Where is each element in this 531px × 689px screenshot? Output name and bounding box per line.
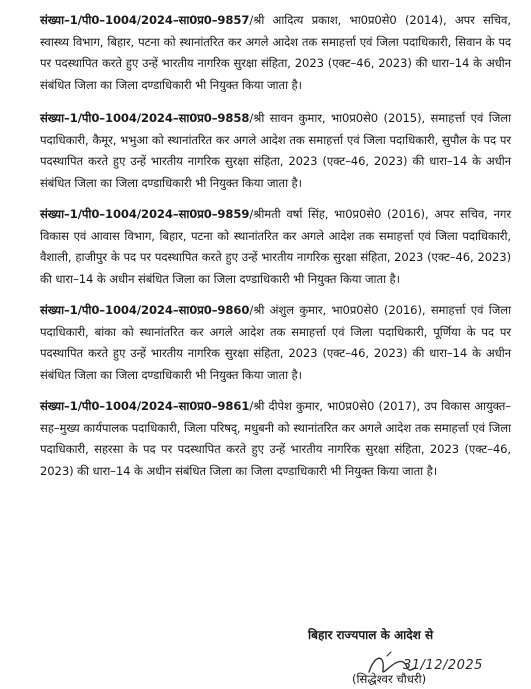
order-number: संख्या–1/पी0–1004/2024–सा0प्र0–9857	[40, 13, 250, 27]
order-text: /श्री सावन कुमार, भा0प्र0से0 (2015), समाहर्त्ता एवं जिला पदाधिकारी, कैमूर, भभुआ को स्थानांतरित कर अगले आदेश तक समाहर्त्ता एवं जिला पदाधिकारी, सुपौल के पद पर पदस्थापित करते हुए उन्हें भारतीय नागरिक सुरक्षा संहिता, 2023 (एक्ट–46, 2023) की धारा–14 के अधीन संबंधित जिला का जिला दण्डाधिकारी भी नियुक्त किया जाता है।	[40, 111, 511, 190]
order-paragraph-4	[40, 300, 511, 386]
order-text: /श्री आदित्य प्रकाश, भा0प्र0से0 (2014), अपर सचिव, स्वास्थ्य विभाग, बिहार, पटना को स्थानांतरित कर अगले आदेश तक समाहर्त्ता एवं जिला पदाधिकारी, सिवान के पद पर पदस्थापित करते हुए उन्हें भारतीय नागरिक सुरक्षा संहिता, 2023 (एक्ट–46, 2023) की धारा–14 के अधीन संबंधित जिला का जिला दण्डाधिकारी भी नियुक्त किया जाता है।	[40, 13, 511, 92]
order-text: /श्री अंशुल कुमार, भा0प्र0से0 (2016), समाहर्त्ता एवं जिला पदाधिकारी, बांका को स्थानांतरित कर अगले आदेश तक समाहर्त्ता एवं जिला पदाधिकारी, पूर्णिया के पद पर पदस्थापित करते हुए उन्हें भारतीय नागरिक सुरक्षा संहिता, 2023 (एक्ट–46, 2023) की धारा–14 के अधीन संबंधित जिला का जिला दण्डाधिकारी भी नियुक्त किया जाता है।	[40, 303, 511, 382]
signer-name: (सिद्धेश्वर चौधरी)	[352, 672, 427, 686]
order-paragraph-1	[40, 10, 511, 96]
order-paragraph-5	[40, 396, 511, 482]
order-text: /श्री दीपेश कुमार, भा0प्र0से0 (2017), उप विकास आयुक्त–सह–मुख्य कार्यपालक पदाधिकारी, जिला परिषद्, मधुबनी को स्थानांतरित कर अगले आदेश तक समाहर्त्ता एवं जिला पदाधिकारी, सहरसा के पद पर पदस्थापित करते हुए उन्हें भारतीय नागरिक सुरक्षा संहिता, 2023 (एक्ट–46, 2023) की धारा–14 के अधीन संबंधित जिला का जिला दण्डाधिकारी भी नियुक्त किया जाता है।	[40, 399, 511, 478]
order-number: संख्या–1/पी0–1004/2024–सा0प्र0–9861	[40, 399, 250, 413]
order-paragraph-3	[40, 204, 511, 290]
signature-date: 31/12/2025	[403, 658, 483, 673]
order-number: संख्या–1/पी0–1004/2024–सा0प्र0–9858	[40, 111, 250, 125]
order-text: /श्रीमती वर्षा सिंह, भा0प्र0से0 (2016), अपर सचिव, नगर विकास एवं आवास विभाग, बिहार, पटना को स्थानांतरित कर अगले आदेश तक समाहर्त्ता एवं जिला पदाधिकारी, वैशाली, हाजीपुर के पद पर पदस्थापित करते हुए उन्हें भारतीय नागरिक सुरक्षा संहिता, 2023 (एक्ट–46, 2023) की धारा–14 के अधीन संबंधित जिला का जिला दण्डाधिकारी भी नियुक्त किया जाता है।	[40, 207, 511, 286]
order-authority: बिहार राज्यपाल के आदेश से	[308, 628, 434, 642]
signature-block	[0, 618, 531, 689]
order-paragraph-2	[40, 108, 511, 194]
order-number: संख्या–1/पी0–1004/2024–सा0प्र0–9859	[40, 207, 250, 221]
order-number: संख्या–1/पी0–1004/2024–सा0प्र0–9860	[40, 303, 250, 317]
